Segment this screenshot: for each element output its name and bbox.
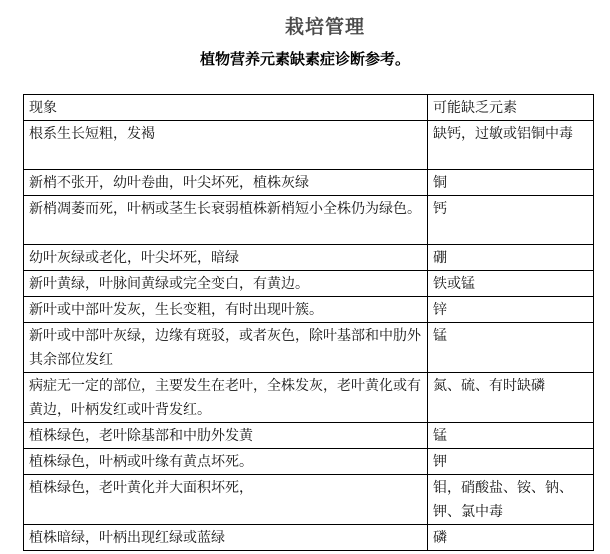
element-cell: 缺钙，过敏或铝铜中毒 bbox=[428, 121, 594, 170]
symptom-cell: 幼叶灰绿或老化，叶尖坏死，暗绿 bbox=[24, 245, 428, 271]
symptom-cell: 植株绿色，老叶除基部和中肋外发黄 bbox=[24, 423, 428, 449]
symptom-cell: 新叶或中部叶灰绿，边缘有斑驳，或者灰色，除叶基部和中肋外其余部位发红 bbox=[24, 323, 428, 373]
element-cell: 锌 bbox=[428, 297, 594, 323]
table-row bbox=[24, 170, 594, 196]
table-row bbox=[24, 525, 594, 551]
symptom-cell: 新梢凋萎而死，叶柄或茎生长衰弱植株新梢短小全株仍为绿色。 bbox=[24, 196, 428, 245]
symptom-cell: 新叶或中部叶发灰，生长变粗，有时出现叶簇。 bbox=[24, 297, 428, 323]
table-row bbox=[24, 271, 594, 297]
table-row bbox=[24, 373, 594, 423]
symptom-cell: 病症无一定的部位，主要发生在老叶，全株发灰，老叶黄化或有黄边，叶柄发红或叶背发红。 bbox=[24, 373, 428, 423]
element-cell: 锰 bbox=[428, 323, 594, 373]
symptom-cell: 新梢不张开，幼叶卷曲，叶尖坏死，植株灰绿 bbox=[24, 170, 428, 196]
table-row bbox=[24, 423, 594, 449]
element-cell: 钼，硝酸盐、铵、钠、钾、氯中毒 bbox=[428, 475, 594, 525]
table-row bbox=[24, 475, 594, 525]
symptom-cell: 新叶黄绿，叶脉间黄绿或完全变白，有黄边。 bbox=[24, 271, 428, 297]
deficiency-table bbox=[23, 94, 594, 551]
element-cell: 铁或锰 bbox=[428, 271, 594, 297]
element-cell: 磷 bbox=[428, 525, 594, 551]
symptom-cell: 根系生长短粗，发褐 bbox=[24, 121, 428, 170]
element-cell: 锰 bbox=[428, 423, 594, 449]
element-cell: 钙 bbox=[428, 196, 594, 245]
header-element: 可能缺乏元素 bbox=[428, 95, 594, 121]
table-row bbox=[24, 121, 594, 170]
element-cell: 硼 bbox=[428, 245, 594, 271]
table-row bbox=[24, 297, 594, 323]
symptom-cell: 植株暗绿，叶柄出现红绿或蓝绿 bbox=[24, 525, 428, 551]
table-row bbox=[24, 196, 594, 245]
page-title: 栽培管理 bbox=[284, 16, 365, 38]
table-row bbox=[24, 323, 594, 373]
table-row bbox=[24, 449, 594, 475]
element-cell: 钾 bbox=[428, 449, 594, 475]
element-cell: 氮、硫、有时缺磷 bbox=[428, 373, 594, 423]
table-caption: 植物营养元素缺素症诊断参考。 bbox=[199, 50, 410, 68]
table-header-row bbox=[24, 95, 594, 121]
symptom-cell: 植株绿色，老叶黄化并大面积坏死， bbox=[24, 475, 428, 525]
header-symptom: 现象 bbox=[24, 95, 428, 121]
table-row bbox=[24, 245, 594, 271]
element-cell: 铜 bbox=[428, 170, 594, 196]
symptom-cell: 植株绿色，叶柄或叶缘有黄点坏死。 bbox=[24, 449, 428, 475]
